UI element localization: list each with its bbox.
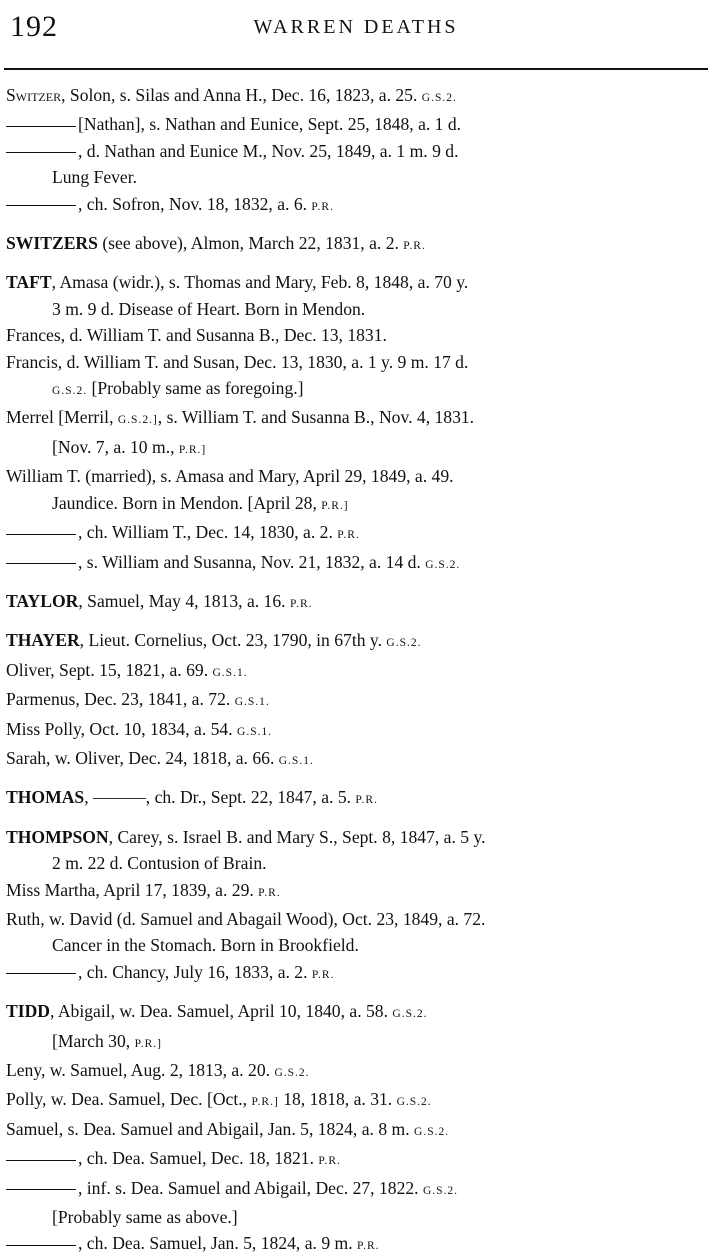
ditto-dash bbox=[6, 563, 76, 564]
ditto-dash bbox=[6, 973, 76, 974]
ditto-dash bbox=[6, 152, 76, 153]
record-entry bbox=[6, 1086, 708, 1115]
record-entry bbox=[6, 1116, 708, 1145]
record-entry bbox=[6, 463, 708, 519]
entry-continuation-line: 2 m. 22 d. Contusion of Brain. bbox=[52, 853, 267, 874]
entry-line: Sarah, w. Oliver, Dec. 24, 1818, a. 66. G.S.1. bbox=[6, 747, 314, 768]
record-entry bbox=[6, 824, 708, 877]
ditto-dash bbox=[6, 126, 76, 127]
entry-line: Ruth, w. David (d. Samuel and Abagail Wood), Oct. 23, 1849, a. 72. bbox=[6, 908, 486, 929]
record-entry bbox=[6, 906, 708, 959]
record-entry bbox=[6, 1175, 708, 1231]
record-entry bbox=[6, 959, 708, 988]
record-entry bbox=[6, 111, 708, 137]
entry-line: THOMAS, ———, ch. Dr., Sept. 22, 1847, a. 5. P.R. bbox=[6, 787, 378, 808]
entry-line: TAFT, Amasa (widr.), s. Thomas and Mary, Feb. 8, 1848, a. 70 y. bbox=[6, 272, 469, 293]
entry-line: Samuel, s. Dea. Samuel and Abigail, Jan. 5, 1824, a. 8 m. G.S.2. bbox=[6, 1118, 450, 1139]
entry-continuation-line: [Nov. 7, a. 10 m., P.R.] bbox=[52, 436, 207, 457]
entry-line: Francis, d. William T. and Susan, Dec. 13, 1830, a. 1 y. 9 m. 17 d. bbox=[6, 351, 469, 372]
record-entry bbox=[6, 998, 708, 1057]
entry-line: , ch. Dea. Samuel, Jan. 5, 1824, a. 9 m. P.R. bbox=[6, 1230, 708, 1259]
entry-continuation-line: G.S.2. [Probably same as foregoing.] bbox=[52, 378, 304, 399]
entry-line: Merrel [Merril, G.S.2.], s. William T. and Susanna B., Nov. 4, 1831. bbox=[6, 407, 475, 428]
record-entry bbox=[6, 230, 708, 259]
section-gap bbox=[6, 774, 708, 784]
record-entry bbox=[6, 269, 708, 322]
entry-line: Miss Martha, April 17, 1839, a. 29. P.R. bbox=[6, 879, 281, 900]
record-entry bbox=[6, 1230, 708, 1259]
entry-line: TAYLOR, Samuel, May 4, 1813, a. 16. P.R. bbox=[6, 590, 313, 611]
entry-line: [Nathan], s. Nathan and Eunice, Sept. 25, 1848, a. 1 d. bbox=[6, 111, 708, 137]
record-entry bbox=[6, 716, 708, 745]
header-rule bbox=[4, 68, 708, 70]
entry-line: THAYER, Lieut. Cornelius, Oct. 23, 1790, in 67th y. G.S.2. bbox=[6, 630, 422, 651]
record-entry bbox=[6, 657, 708, 686]
entry-line: Oliver, Sept. 15, 1821, a. 69. G.S.1. bbox=[6, 659, 248, 680]
record-entry bbox=[6, 191, 708, 220]
record-entry bbox=[6, 322, 708, 348]
ditto-dash bbox=[6, 1160, 76, 1161]
record-entry bbox=[6, 82, 708, 111]
entry-continuation-line: Lung Fever. bbox=[52, 167, 138, 188]
entry-continuation-line: Cancer in the Stomach. Born in Brookfield. bbox=[52, 935, 359, 956]
record-entry bbox=[6, 404, 708, 463]
section-gap bbox=[6, 578, 708, 588]
entry-line: Polly, w. Dea. Samuel, Dec. [Oct., P.R.] 18, 1818, a. 31. G.S.2. bbox=[6, 1089, 432, 1110]
entry-continuation-line: [March 30, P.R.] bbox=[52, 1030, 162, 1051]
record-entry bbox=[6, 519, 708, 548]
record-entry bbox=[6, 549, 708, 578]
entry-line: SWITZERS (see above), Almon, March 22, 1831, a. 2. P.R. bbox=[6, 233, 426, 254]
ditto-dash bbox=[6, 205, 76, 206]
ditto-dash bbox=[6, 1189, 76, 1190]
entry-line: , ch. Chancy, July 16, 1833, a. 2. P.R. bbox=[6, 959, 708, 988]
entry-line: , ch. Sofron, Nov. 18, 1832, a. 6. P.R. bbox=[6, 191, 708, 220]
entry-line: , d. Nathan and Eunice M., Nov. 25, 1849, a. 1 m. 9 d. bbox=[6, 138, 708, 164]
ditto-dash bbox=[6, 534, 76, 535]
section-gap bbox=[6, 259, 708, 269]
section-gap bbox=[6, 988, 708, 998]
page-header bbox=[0, 8, 712, 48]
entry-line: Parmenus, Dec. 23, 1841, a. 72. G.S.1. bbox=[6, 689, 270, 710]
record-entry bbox=[6, 588, 708, 617]
record-entry bbox=[6, 1145, 708, 1174]
record-entry bbox=[6, 745, 708, 774]
record-entry bbox=[6, 784, 708, 813]
entry-line: , inf. s. Dea. Samuel and Abigail, Dec. 27, 1822. G.S.2. bbox=[6, 1175, 708, 1204]
entry-continuation-line: 3 m. 9 d. Disease of Heart. Born in Mendon. bbox=[52, 298, 366, 319]
entry-continuation-line: Jaundice. Born in Mendon. [April 28, P.R.] bbox=[52, 492, 349, 513]
entry-line: Leny, w. Samuel, Aug. 2, 1813, a. 20. G.S.2. bbox=[6, 1060, 310, 1080]
page-title: WARREN DEATHS bbox=[253, 16, 459, 38]
record-entry bbox=[6, 349, 708, 405]
entry-line: William T. (married), s. Amasa and Mary, April 29, 1849, a. 49. bbox=[6, 466, 454, 487]
section-gap bbox=[6, 617, 708, 627]
entry-continuation-line: [Probably same as above.] bbox=[52, 1207, 238, 1228]
entry-line: , ch. Dea. Samuel, Dec. 18, 1821. P.R. bbox=[6, 1145, 708, 1174]
entry-list bbox=[6, 82, 708, 1260]
record-entry bbox=[6, 138, 708, 191]
ditto-dash bbox=[6, 1245, 76, 1246]
page-number: 192 bbox=[10, 10, 58, 43]
entry-line: , ch. William T., Dec. 14, 1830, a. 2. P.R. bbox=[6, 519, 708, 548]
section-gap bbox=[6, 814, 708, 824]
section-gap bbox=[6, 220, 708, 230]
entry-line: Switzer, Solon, s. Silas and Anna H., Dec. 16, 1823, a. 25. G.S.2. bbox=[6, 85, 457, 105]
entry-line: Frances, d. William T. and Susanna B., Dec. 13, 1831. bbox=[6, 325, 387, 346]
entry-line: TIDD, Abigail, w. Dea. Samuel, April 10, 1840, a. 58. G.S.2. bbox=[6, 1001, 428, 1022]
entry-line: THOMPSON, Carey, s. Israel B. and Mary S., Sept. 8, 1847, a. 5 y. bbox=[6, 826, 486, 847]
entry-line: Miss Polly, Oct. 10, 1834, a. 54. G.S.1. bbox=[6, 718, 273, 739]
entry-line: , s. William and Susanna, Nov. 21, 1832, a. 14 d. G.S.2. bbox=[6, 549, 708, 578]
record-entry bbox=[6, 877, 708, 906]
record-entry bbox=[6, 686, 708, 715]
record-entry bbox=[6, 627, 708, 656]
record-entry bbox=[6, 1057, 708, 1086]
